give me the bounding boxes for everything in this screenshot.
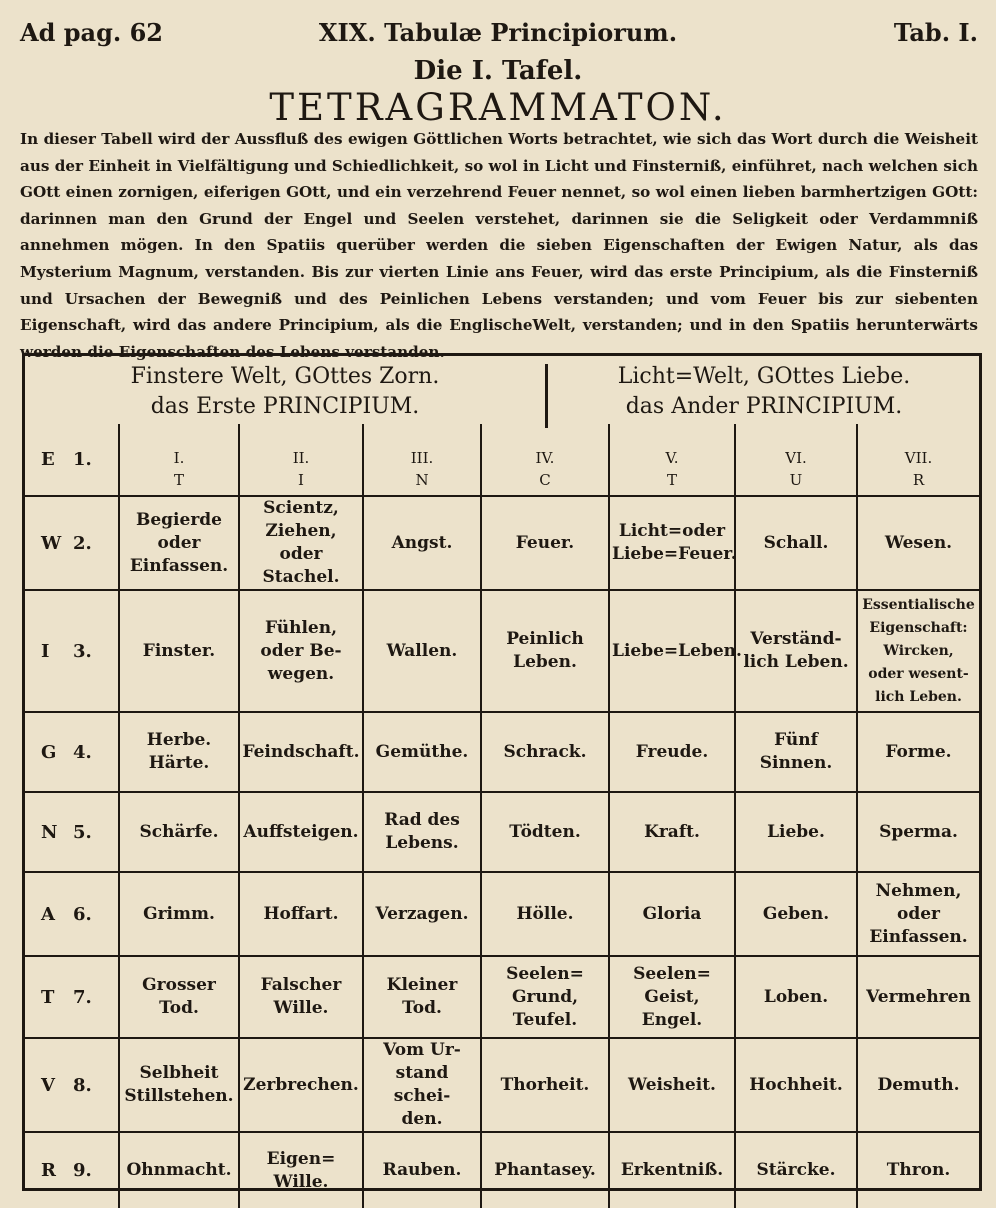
row-letter: W: [41, 532, 62, 554]
cell-line: Selbheit: [139, 1063, 219, 1083]
cell-line: Loben.: [763, 986, 829, 1007]
cell-line: lich Leben.: [743, 652, 849, 672]
first-principium-line1: Finstere Welt, GOttes Zorn.: [130, 364, 440, 389]
cell-line: Falscher: [260, 975, 342, 995]
table-cell: [119, 792, 239, 872]
row-header: [25, 496, 119, 590]
cell-line: Rad des: [384, 810, 460, 830]
cell-line: Forme.: [885, 741, 952, 762]
cell-line: Einfassen.: [129, 555, 229, 576]
column-header: [363, 424, 481, 496]
cell-line: Wircken,: [883, 642, 954, 659]
cell-line: Gloria: [642, 903, 702, 924]
cell-line: Zerbrechen.: [243, 1074, 359, 1095]
cell-line: Stachel.: [262, 567, 340, 587]
table-cell: [857, 872, 979, 956]
row-number: 9.: [73, 1160, 92, 1181]
cell-line: Hoffart.: [263, 903, 339, 924]
column-number: VII.: [904, 448, 933, 467]
cell-line: Begierde: [135, 509, 222, 530]
row-letter: A: [41, 903, 55, 925]
table-cell: [857, 792, 979, 872]
row-header: [25, 590, 119, 712]
cell-line: Ziehen, oder: [265, 521, 337, 564]
cell-line: Erkentniß.: [620, 1160, 724, 1180]
column-letter: U: [789, 470, 803, 489]
table-cell: [119, 872, 239, 956]
table-cell: [119, 956, 239, 1038]
cell-line: stand schei-: [393, 1063, 451, 1106]
row-header: [25, 956, 119, 1038]
column-number: III.: [410, 448, 434, 467]
table-row: [25, 424, 979, 496]
cell-line: Geben.: [762, 903, 830, 924]
cell-line: oder: [157, 532, 201, 553]
cell-line: Tod.: [402, 998, 442, 1018]
cell-line: Peinlich: [506, 629, 584, 649]
cell-line: Auffsteigen.: [243, 821, 359, 842]
column-header: [735, 424, 857, 496]
cell-line: Schärfe.: [139, 821, 219, 842]
cell-line: Herbe.: [146, 730, 212, 750]
row-number: 5.: [73, 821, 92, 843]
cell-line: Sperma.: [879, 821, 958, 842]
table-row: [25, 1038, 979, 1132]
cell-line: oder: [897, 903, 940, 924]
cell-line: Leben.: [513, 652, 577, 672]
table-cell: [363, 496, 481, 590]
table-cell: [239, 496, 363, 590]
cell-line: Wille.: [273, 998, 329, 1018]
table-cell: [119, 1038, 239, 1132]
table-cell: [363, 1038, 481, 1132]
cell-line: Feindschaft.: [242, 741, 360, 762]
column-number: IV.: [535, 448, 555, 467]
cell-line: Einfassen.: [869, 926, 968, 947]
table-cell: [119, 590, 239, 712]
column-header: [857, 424, 979, 496]
cell-line: Hochheit.: [749, 1074, 843, 1095]
cell-line: Weisheit.: [628, 1074, 716, 1095]
column-number: VI.: [785, 448, 807, 467]
cell-line: Angst.: [391, 532, 453, 553]
first-principium-line2: das Erste PRINCIPIUM.: [150, 394, 420, 419]
table-cell: [609, 872, 735, 956]
column-header: [481, 424, 609, 496]
table-row: [25, 712, 979, 792]
cell-line: Fühlen,: [264, 617, 338, 638]
page-reference: Ad pag. 62: [20, 18, 163, 47]
row-number: 4.: [73, 741, 92, 763]
table-cell: [119, 496, 239, 590]
cell-line: Geist,: [644, 986, 700, 1007]
cell-line: Liebe.: [767, 821, 825, 842]
column-letter: R: [912, 470, 925, 489]
table-cell: [735, 1038, 857, 1132]
row-letter: T: [41, 986, 55, 1008]
subtitle: Die I. Tafel.: [413, 56, 583, 86]
cell-line: Schrack.: [503, 741, 587, 762]
row-letter: V: [41, 1074, 55, 1096]
table-cell: [609, 1038, 735, 1132]
cell-line: Essentialische: [862, 596, 975, 613]
column-letter: T: [173, 470, 184, 489]
principia-table: [22, 353, 982, 1191]
cell-line: oder wesent-: [868, 665, 969, 682]
cell-line: Finster.: [142, 640, 216, 661]
cell-line: Hölle.: [516, 903, 574, 924]
table-cell: [857, 590, 979, 712]
cell-line: Phantasey.: [494, 1160, 596, 1180]
properties-grid: [25, 424, 979, 1208]
table-cell: [481, 712, 609, 792]
table-row: [25, 956, 979, 1038]
cell-line: den.: [401, 1109, 443, 1129]
cell-line: Thorheit.: [500, 1074, 590, 1095]
table-cell: [609, 1132, 735, 1208]
cell-line: Grosser: [142, 975, 216, 995]
table-cell: [735, 872, 857, 956]
cell-line: Engel.: [641, 1009, 703, 1030]
table-cell: [857, 1038, 979, 1132]
cell-line: Seelen=: [633, 963, 711, 984]
cell-line: Wille.: [273, 1171, 329, 1192]
cell-line: Kraft.: [644, 821, 700, 842]
table-row: [25, 496, 979, 590]
table-cell: [363, 792, 481, 872]
cell-line: Grund,: [512, 986, 578, 1007]
row-number: 1.: [73, 449, 92, 470]
table-cell: [363, 1132, 481, 1208]
table-cell: [481, 792, 609, 872]
table-row: [25, 1132, 979, 1208]
column-number: II.: [292, 448, 310, 467]
cell-line: Licht=oder: [618, 521, 726, 541]
table-cell: [119, 712, 239, 792]
cell-line: wegen.: [267, 663, 335, 684]
cell-line: Feuer.: [515, 532, 575, 553]
table-cell: [857, 956, 979, 1038]
table-cell: [481, 956, 609, 1038]
table-row: [25, 872, 979, 956]
row-number: 7.: [73, 986, 92, 1008]
table-cell: [735, 1132, 857, 1208]
table-cell: [609, 712, 735, 792]
table-row: [25, 590, 979, 712]
table-cell: [239, 872, 363, 956]
cell-line: Schall.: [763, 532, 829, 553]
table-cell: [735, 712, 857, 792]
cell-line: Wallen.: [386, 640, 458, 661]
running-title: XIX. Tabulæ Principiorum.: [318, 18, 678, 47]
cell-line: Eigen=: [266, 1148, 336, 1169]
table-cell: [363, 872, 481, 956]
table-cell: [609, 590, 742, 712]
cell-line: Lebens.: [385, 833, 459, 853]
table-cell: [363, 712, 481, 792]
column-header: [609, 424, 735, 496]
row-number: 6.: [73, 903, 92, 925]
table-cell: [239, 1038, 363, 1132]
cell-line: Eigenschaft:: [869, 619, 968, 636]
column-letter: N: [415, 470, 429, 489]
cell-line: Verständ-: [750, 629, 842, 649]
row-letter: N: [41, 821, 58, 843]
second-principium-line1: Licht=Welt, GOttes Liebe.: [617, 364, 911, 389]
table-cell: [481, 1132, 609, 1208]
cell-line: Tödten.: [509, 821, 581, 842]
row-letter: R: [41, 1160, 56, 1181]
cell-line: Sinnen.: [759, 753, 833, 773]
cell-line: Rauben.: [382, 1160, 462, 1180]
row-header: [25, 712, 119, 792]
cell-line: Thron.: [886, 1160, 951, 1180]
table-cell: [735, 590, 857, 712]
column-number: V.: [665, 448, 679, 467]
table-cell: [735, 792, 857, 872]
cell-line: Seelen=: [506, 963, 584, 984]
table-cell: [119, 1132, 239, 1208]
cell-line: oder Be-: [260, 640, 342, 661]
cell-line: Gemüthe.: [375, 741, 469, 762]
table-cell: [735, 496, 857, 590]
column-header: [119, 424, 239, 496]
cell-line: Freude.: [635, 741, 709, 762]
table-cell: [735, 956, 857, 1038]
cell-line: Verzagen.: [375, 903, 469, 924]
cell-line: Kleiner: [386, 975, 458, 995]
cell-line: Ohnmacht.: [126, 1160, 232, 1180]
table-cell: [481, 590, 609, 712]
table-cell: [363, 590, 481, 712]
column-letter: I: [298, 470, 304, 489]
table-cell: [857, 496, 979, 590]
row-header: [25, 1038, 119, 1132]
cell-line: Fünf: [774, 730, 818, 750]
row-header: [25, 792, 119, 872]
cell-line: Teufel.: [512, 1009, 578, 1030]
cell-line: lich Leben.: [875, 688, 962, 705]
row-letter: G: [41, 741, 57, 763]
table-cell: [857, 712, 979, 792]
cell-line: Vermehren: [866, 986, 971, 1007]
cell-line: Härte.: [148, 753, 210, 773]
cell-line: Nehmen,: [875, 880, 962, 901]
cell-line: Wesen.: [884, 532, 953, 553]
table-cell: [481, 496, 609, 590]
row-letter: E: [41, 449, 55, 470]
intro-paragraph: In dieser Tabell wird der Aussfluß des ewigen Göttlichen Worts betrachtet, wie sich das Wort durch die Weisheit aus der Einheit in Vielfältigung und Schiedlichkeit, so wol in Licht und Finsterniß, einführet, nach welchen sich GOtt einen zornigen, eiferigen GOtt, und ein verzehrend Feuer nennet, so wol einen lieben barmhertzigen GOtt: darinnen man den Grund der Engel und Seelen verstehet, darinnen sie die Seligkeit oder Verdammniß annehmen mögen. In den Spatiis querüber werden die sieben Eigenschaften der Ewigen Natur, als das Mysterium Magnum, verstanden. Bis zur vierten Linie ans Feuer, wird das erste Principium, als die Finsterniß und Ursachen der Bewegniß und des Peinlichen Lebens verstanden; und vom Feuer bis zur siebenten Eigenschaft, wird das andere Principium, als die EnglischeWelt, verstanden; und in den Spatiis herunterwärts werden die Eigenschaften des Lebens verstanden.: [20, 130, 978, 361]
table-row: [25, 792, 979, 872]
row-number: 2.: [73, 532, 92, 554]
table-cell: [239, 590, 363, 712]
page-title: TETRAGRAMMATON.: [269, 86, 727, 129]
cell-line: Vom Ur-: [383, 1040, 461, 1060]
row-number: 3.: [73, 640, 92, 662]
table-cell: [481, 1038, 609, 1132]
table-cell: [239, 1132, 363, 1208]
table-cell: [609, 792, 735, 872]
table-cell: [239, 712, 363, 792]
cell-line: Stillstehen.: [124, 1086, 234, 1106]
table-cell: [239, 956, 363, 1038]
row-header: [25, 1132, 119, 1208]
cell-line: Grimm.: [143, 903, 215, 924]
cell-line: Demuth.: [877, 1074, 960, 1095]
cell-line: Liebe=Feuer.: [612, 544, 737, 564]
cell-line: Stärcke.: [756, 1160, 836, 1180]
row-header: [25, 872, 119, 956]
column-letter: T: [666, 470, 677, 489]
cell-line: Tod.: [159, 998, 199, 1018]
table-cell: [239, 792, 363, 872]
column-letter: C: [539, 470, 551, 489]
table-cell: [609, 496, 735, 590]
table-cell: [363, 956, 481, 1038]
table-number: Tab. I.: [893, 18, 978, 47]
row-header: [25, 424, 119, 496]
table-cell: [857, 1132, 979, 1208]
row-number: 8.: [73, 1074, 92, 1096]
cell-line: Liebe=Leben.: [612, 640, 742, 661]
row-letter: I: [41, 640, 50, 662]
cell-line: Scientz,: [263, 498, 339, 518]
column-number: I.: [173, 448, 185, 467]
column-header: [239, 424, 363, 496]
second-principium-line2: das Ander PRINCIPIUM.: [625, 394, 903, 419]
table-cell: [481, 872, 609, 956]
table-cell: [609, 956, 735, 1038]
